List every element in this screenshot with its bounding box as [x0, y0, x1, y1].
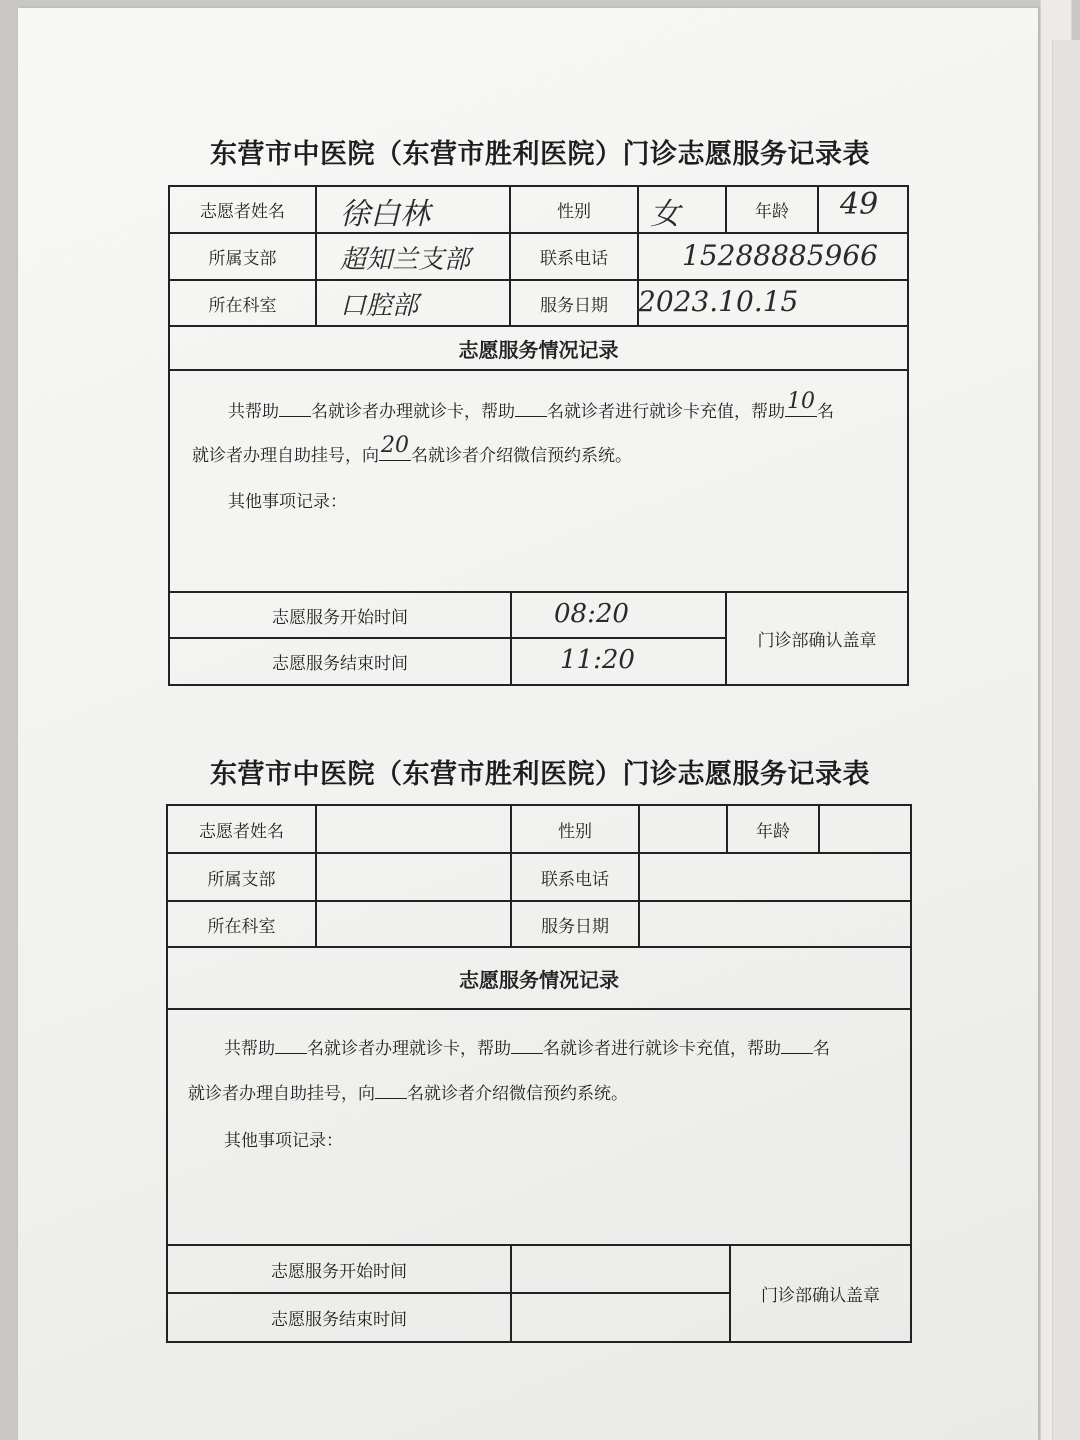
label-stamp: 门诊部确认盖章 [757, 631, 877, 651]
label-start-time: 志愿服务开始时间 [271, 1261, 407, 1282]
label-age: 年龄 [756, 821, 790, 842]
label-start-time: 志愿服务开始时间 [272, 607, 408, 628]
label-volunteer-name: 志愿者姓名 [200, 202, 285, 222]
blank-cards-issued [275, 1035, 307, 1054]
handwritten-date: 2023.10.15 [638, 285, 799, 318]
handwritten-age: 49 [840, 187, 879, 222]
label-end-time: 志愿服务结束时间 [272, 654, 408, 674]
record-form [168, 185, 909, 686]
label-branch: 所属支部 [208, 249, 277, 269]
blank-self-registration [781, 1035, 813, 1054]
handwritten-department: 口腔部 [340, 291, 419, 321]
handwritten-gender: 女 [650, 197, 680, 232]
label-department: 所在科室 [207, 916, 276, 937]
background-sheet [1052, 40, 1080, 1440]
label-gender: 性别 [557, 202, 591, 222]
label-end-time: 志愿服务结束时间 [271, 1310, 407, 1330]
label-phone: 联系电话 [541, 869, 609, 890]
label-stamp: 门诊部确认盖章 [761, 1286, 880, 1306]
section-heading: 志愿服务情况记录 [459, 967, 619, 992]
label-service-date: 服务日期 [541, 916, 609, 937]
handwritten-end-time: 11:20 [560, 645, 635, 675]
handwritten-branch: 超知兰支部 [340, 245, 471, 275]
blank-cards-recharged [515, 398, 547, 417]
blank-cards-recharged [511, 1035, 543, 1054]
label-volunteer-name: 志愿者姓名 [199, 821, 284, 842]
service-paragraph-line2: 就诊者办理自助挂号，向 名就诊者介绍微信预约系统。 [188, 1079, 628, 1104]
handwritten-name: 徐白林 [340, 197, 430, 232]
other-notes-label: 其他事项记录： [224, 1131, 343, 1151]
service-paragraph-line1: 共帮助 名就诊者办理就诊卡，帮助 名就诊者进行就诊卡充值，帮助 10 名 [228, 389, 834, 422]
handwritten-phone: 15288885966 [682, 239, 878, 272]
service-paragraph-line2: 就诊者办理自助挂号，向 20 名就诊者介绍微信预约系统。 [192, 433, 632, 466]
blank-wechat-intro: 20 [379, 442, 411, 461]
label-service-date: 服务日期 [540, 295, 608, 316]
label-branch: 所属支部 [207, 869, 276, 890]
label-gender: 性别 [558, 821, 592, 842]
service-paragraph-line1: 共帮助 名就诊者办理就诊卡，帮助 名就诊者进行就诊卡充值，帮助 名 [224, 1034, 830, 1059]
label-phone: 联系电话 [540, 249, 608, 269]
form-title: 东营市中医院（东营市胜利医院）门诊志愿服务记录表 [210, 759, 870, 790]
section-heading: 志愿服务情况记录 [458, 337, 619, 362]
handwritten-start-time: 08:20 [554, 599, 629, 629]
blank-self-registration: 10 [785, 398, 817, 417]
label-department: 所在科室 [208, 295, 277, 316]
blank-cards-issued [279, 398, 311, 417]
label-age: 年龄 [755, 202, 789, 222]
record-form [166, 804, 912, 1343]
form-title: 东营市中医院（东营市胜利医院）门诊志愿服务记录表 [210, 139, 870, 170]
blank-wechat-intro [375, 1080, 407, 1099]
other-notes-label: 其他事项记录： [228, 492, 347, 512]
